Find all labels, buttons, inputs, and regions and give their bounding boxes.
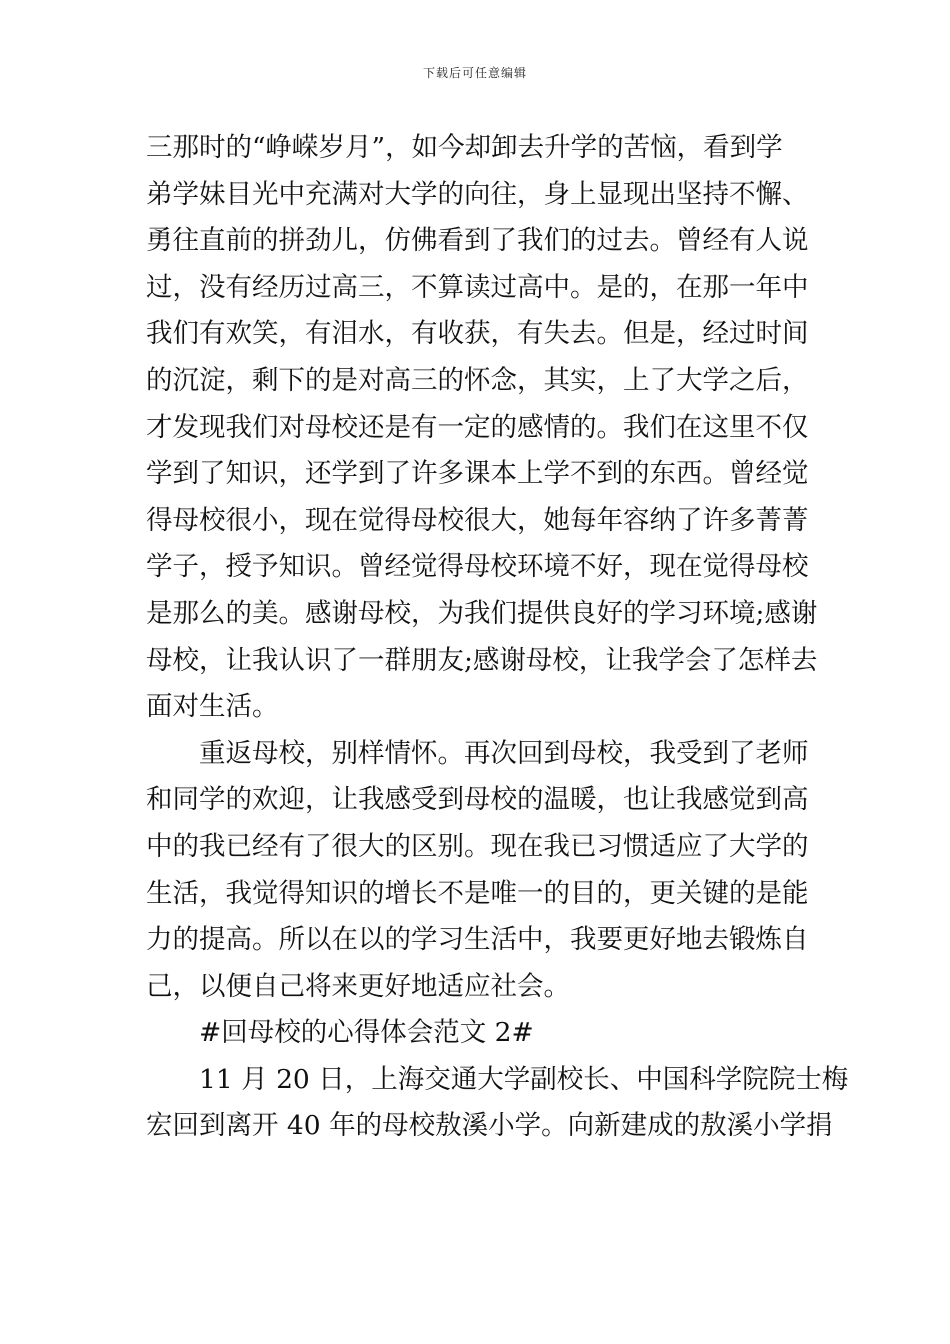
page-header: 下载后可任意编辑 <box>422 66 527 80</box>
text-line: 中的我已经有了很大的区别。现在我已习惯适应了大学的 <box>146 830 809 862</box>
paragraph-first-line: 重返母校，别样情怀。再次回到母校，我受到了老师 <box>199 737 809 769</box>
text-line: 和同学的欢迎，让我感受到母校的温暖，也让我感觉到高 <box>146 784 809 816</box>
text-line: 我们有欢笑，有泪水，有收获，有失去。但是，经过时间 <box>146 318 809 350</box>
document-body <box>146 128 849 1153</box>
text-line: 弟学妹目光中充满对大学的向往，身上显现出坚持不懈、 <box>146 178 809 210</box>
text-line: 宏回到离开 40 年的母校敖溪小学。向新建成的敖溪小学捐 <box>146 1110 833 1142</box>
text-line: 学子，授予知识。曾经觉得母校环境不好，现在觉得母校 <box>146 551 809 583</box>
text-line: 才发现我们对母校还是有一定的感情的。我们在这里不仅 <box>146 411 809 443</box>
text-line: 得母校很小，现在觉得母校很大，她每年容纳了许多菁菁 <box>146 504 809 536</box>
text-line: 母校，让我认识了一群朋友;感谢母校，让我学会了怎样去 <box>146 644 818 676</box>
text-line: 是那么的美。感谢母校，为我们提供良好的学习环境;感谢 <box>146 597 818 629</box>
text-line: 面对生活。 <box>146 691 279 723</box>
text-line: 学到了知识，还学到了许多课本上学不到的东西。曾经觉 <box>146 458 809 490</box>
text-line: 力的提高。所以在以的学习生活中，我要更好地去锻炼自 <box>146 924 809 956</box>
text-line: 的沉淀，剩下的是对高三的怀念，其实，上了大学之后， <box>146 364 809 396</box>
paragraph-first-line: 11 月 20 日，上海交通大学副校长、中国科学院院士梅 <box>199 1063 849 1095</box>
text-line: 过，没有经历过高三，不算读过高中。是的，在那一年中 <box>146 271 809 303</box>
text-line: 勇往直前的拼劲儿，仿佛看到了我们的过去。曾经有人说 <box>146 225 809 257</box>
text-line: 生活，我觉得知识的增长不是唯一的目的，更关键的是能 <box>146 877 809 909</box>
section-heading: #回母校的心得体会范文 2# <box>199 1017 534 1049</box>
text-line: 三那时的“峥嵘岁月”，如今却卸去升学的苦恼，看到学 <box>146 132 783 163</box>
text-line: 己，以便自己将来更好地适应社会。 <box>146 970 570 1002</box>
